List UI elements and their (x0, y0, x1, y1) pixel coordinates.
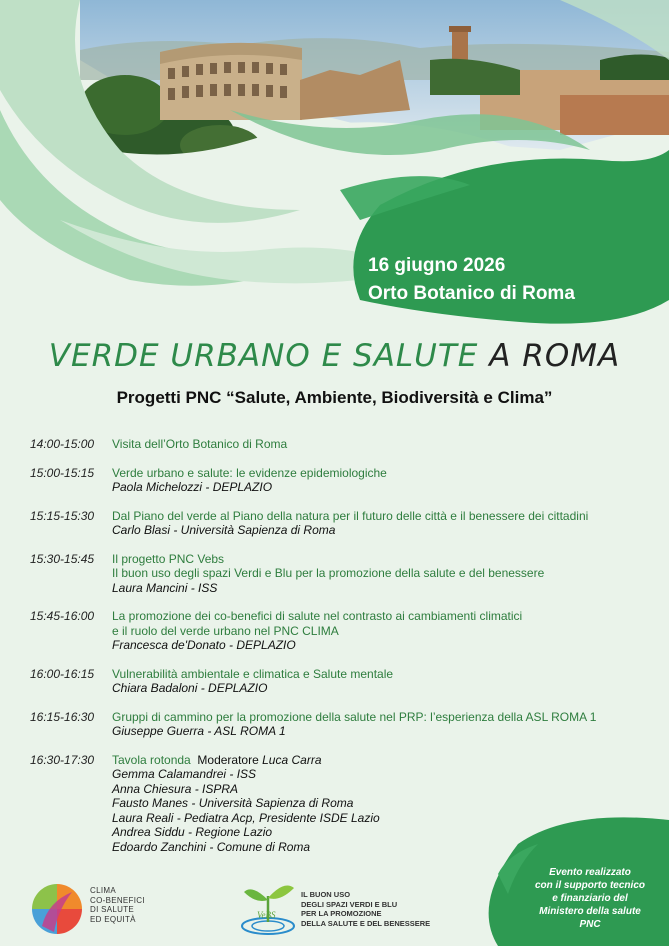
program-item (30, 710, 660, 739)
program-item (30, 466, 660, 495)
session-title: Gruppi di cammino per la promozione della salute nel PRP: l’esperienza della ASL ROMA 1 (112, 709, 597, 724)
session-title: Vulnerabilità ambientale e climatica e Salute mentale (112, 666, 394, 681)
vebs-logo-text: IL BUON USO DEGLI SPAZI VERDI E BLU PER LA PROMOZIONE DELLA SALUTE E DEL BENESSERE (301, 890, 431, 928)
round-table-participant: Edoardo Zanchini - Comune di Roma (112, 839, 311, 854)
session-title: La promozione dei co-benefici di salute nel contrasto ai cambiamenti climatici (112, 609, 523, 623)
round-table-participant: Laura Reali - Pediatra Acp, Presidente ISDE Lazio (112, 810, 380, 825)
round-table-header (112, 753, 660, 768)
session-title: Verde urbano e salute: le evidenze epidemiologiche (112, 465, 387, 480)
session-title: Il buon uso degli spazi Verdi e Blu per la promozione della salute e del benessere (112, 566, 545, 580)
session-time: 15:00-15:15 (30, 465, 95, 480)
session-title: e il ruolo del verde urbano nel PNC CLIMA (112, 623, 339, 638)
event-title (0, 338, 669, 374)
session-content (112, 466, 660, 495)
round-table-participant: Andrea Siddu - Regione Lazio (112, 825, 273, 839)
session-time: 16:00-16:15 (30, 666, 95, 681)
round-table-participant: Fausto Manes - Università Sapienza di Roma (112, 796, 354, 810)
session-time: 15:45-16:00 (30, 609, 95, 623)
session-title: Dal Piano del verde al Piano della natura per il futuro delle città e il benessere dei cittadini (112, 508, 589, 523)
round-table-title: Tavola rotonda (112, 752, 191, 767)
program-item (30, 437, 660, 452)
moderator-name: Luca Carra (262, 752, 322, 767)
session-time: 15:15-15:30 (30, 508, 95, 523)
session-title: Visita dell’Orto Botanico di Roma (112, 437, 288, 451)
session-content (112, 509, 660, 538)
session-time: 14:00-15:00 (30, 437, 95, 451)
title-part1: VERDE URBANO E SALUTE (48, 338, 479, 374)
colosseum-shape (160, 43, 302, 120)
event-venue: Orto Botanico di Roma (368, 283, 575, 304)
session-time: 16:15-16:30 (30, 709, 95, 724)
clima-logo-text: CLIMA CO-BENEFICI DI SALUTE ED EQUITÀ (90, 886, 145, 924)
session-speaker: Giuseppe Guerra - ASL ROMA 1 (112, 724, 286, 738)
session-content (112, 552, 660, 596)
session-title: Il progetto PNC Vebs (112, 551, 225, 566)
program-list (30, 437, 660, 868)
session-content (112, 710, 660, 739)
session-time: 16:30-17:30 (30, 752, 95, 767)
event-date: 16 giugno 2026 (368, 255, 506, 276)
clima-logo-icon (28, 880, 86, 938)
round-table-participant: Gemma Calamandrei - ISS (112, 767, 257, 781)
event-subtitle: Progetti PNC “Salute, Ambiente, Biodiversità e Clima” (116, 388, 553, 407)
session-speaker: Carlo Blasi - Università Sapienza di Roma (112, 523, 336, 537)
round-table-participant: Anna Chiesura - ISPRA (112, 781, 239, 796)
title-part2: A ROMA (478, 338, 621, 374)
session-time: 15:30-15:45 (30, 551, 95, 566)
session-speaker: Francesca de'Donato - DEPLAZIO (112, 638, 296, 652)
program-item (30, 667, 660, 696)
session-speaker: Chiara Badaloni - DEPLAZIO (112, 681, 268, 695)
program-item (30, 609, 660, 653)
date-venue-block (368, 252, 575, 308)
session-content (112, 437, 660, 452)
moderator-label: Moderatore (197, 752, 259, 767)
session-content (112, 609, 660, 653)
vebs-mark: VeBS (257, 910, 276, 920)
vebs-logo-icon (238, 878, 298, 936)
support-text: Evento realizzato con il supporto tecnico e finanziario del Ministero della salute PNC (534, 867, 645, 930)
session-speaker: Paola Michelozzi - DEPLAZIO (112, 480, 273, 494)
program-item (30, 552, 660, 596)
session-speaker: Laura Mancini - ISS (112, 580, 218, 595)
session-content (112, 667, 660, 696)
program-item (30, 509, 660, 538)
